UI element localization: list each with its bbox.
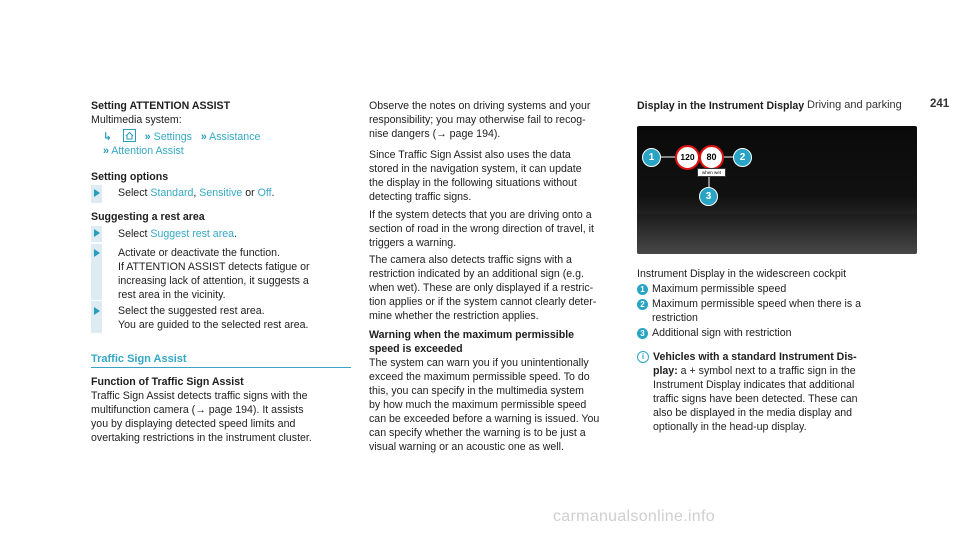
suggest-heading: Suggesting a rest area [91, 211, 205, 223]
callout-2-badge: 2 [733, 148, 752, 167]
menu-path-2 [103, 144, 184, 158]
activate-step: Activate or deactivate the function. If ATTENTION ASSIST detects fatigue or increasing lack of attention, it suggests a rest area in the vicinity. [118, 247, 310, 301]
legend-number: 3 [637, 328, 648, 339]
callout-1-badge: 1 [642, 148, 661, 167]
select-step: Select the suggested rest area. You are guided to the selected rest area. [118, 305, 309, 331]
info-icon: i [637, 350, 649, 364]
page-number: 241 [930, 98, 950, 110]
path-assistance-link[interactable]: Assistance [209, 131, 261, 143]
running-header: Driving and parking [807, 99, 902, 111]
step-arrow-icon [94, 229, 100, 237]
options-step: Select Standard, Sensitive or Off. [118, 187, 275, 199]
home-icon[interactable] [123, 129, 136, 142]
legend-item: 2 Maximum permissible speed when there is a restriction [637, 297, 899, 325]
legend-item: 3 Additional sign with restriction [637, 326, 899, 340]
suggest-step: Select Suggest rest area. [118, 228, 237, 240]
step-arrow-icon [94, 249, 100, 257]
callout-3-badge: 3 [699, 187, 718, 206]
step-arrow-icon [94, 307, 100, 315]
speed-sign-80: 80 [699, 145, 724, 170]
option-off[interactable]: Off [257, 187, 272, 199]
paragraph: Since Traffic Sign Assist also uses the data stored in the navigation system, it can update the display in the following situations without detecting traffic signs. [369, 149, 582, 203]
image-caption: Instrument Display in the widescreen cockpit [637, 268, 847, 280]
return-arrow-icon: ↳ [103, 131, 112, 143]
path-attention-link[interactable]: Attention Assist [111, 145, 184, 157]
step-arrow-icon [94, 189, 100, 197]
legend-number: 2 [637, 299, 648, 310]
section-title: Traffic Sign Assist [91, 353, 187, 365]
paragraph: If the system detects that you are driving onto a section of road in the wrong direction of travel, it triggers a warning. [369, 209, 594, 249]
multimedia-label: Multimedia system: [91, 114, 182, 126]
display-heading: Display in the Instrument Display [637, 100, 805, 112]
watermark: carmanualsonline.info [553, 508, 715, 525]
warning-heading: Warning when the maximum permissible speed is exceeded [369, 329, 575, 355]
paragraph: The camera also detects traffic signs with a restriction indicated by an additional sign (e.g. when wet). These are only displayed if a restric- tion applies or if the system cannot clearly deter- mine whether the restriction applies. [369, 254, 597, 322]
path-settings-link[interactable]: Settings [153, 131, 192, 143]
suggest-rest-area-link[interactable]: Suggest rest area [150, 228, 235, 240]
option-standard[interactable]: Standard [150, 187, 194, 199]
menu-path [103, 129, 353, 144]
legend-number: 1 [637, 284, 648, 295]
function-heading: Function of Traffic Sign Assist [91, 376, 244, 388]
legend-item: 1 Maximum permissible speed [637, 282, 899, 296]
function-text: Traffic Sign Assist detects traffic signs with the multifunction camera (→ page 194). It assists you by displaying detected speed limits and overtaking restrictions in the instrument cluster. [91, 390, 312, 444]
info-note: Vehicles with a standard Instrument Dis- play: a + symbol next to a traffic sign in the Instrument Display indicates that additional traffic signs have been detected. These can also be displayed in the media display and optionally in the head-up display. [653, 351, 858, 433]
section-rule [91, 367, 351, 368]
option-sensitive[interactable]: Sensitive [199, 187, 243, 199]
step-bar [91, 301, 102, 333]
paragraph: Observe the notes on driving systems and your responsibility; you may otherwise fail to recog- nise dangers (→ page 194). [369, 100, 591, 140]
options-heading: Setting options [91, 171, 169, 183]
chevron-right-icon: » [103, 145, 109, 157]
speed-sign-120: 120 [675, 145, 700, 170]
instrument-display-image [637, 126, 917, 254]
paragraph: The system can warn you if you unintentionally exceed the maximum permissible speed. To do this, you can specify in the multimedia system by how much the maximum permissible speed can be exceeded before a warning is issued. You can specify whether the warning is to be just a visual warning or an acoustic one as well. [369, 357, 600, 453]
chevron-right-icon: » [144, 131, 151, 143]
setting-heading: Setting ATTENTION ASSIST [91, 100, 231, 112]
chevron-right-icon: » [200, 131, 207, 143]
additional-sign: when wet [697, 168, 726, 177]
